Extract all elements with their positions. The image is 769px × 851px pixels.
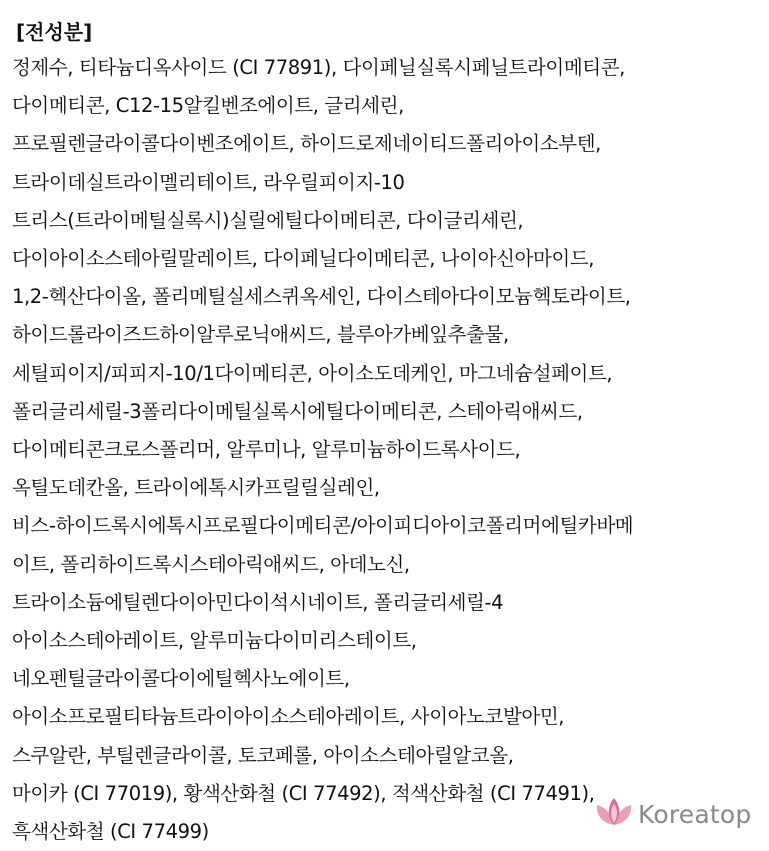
ingredient-line: 스쿠알란, 부틸렌글라이콜, 토코페롤, 아이소스테아릴알코올, <box>12 743 514 767</box>
ingredient-line: 1,2-헥산다이올, 폴리메틸실세스퀴옥세인, 다이스테아다이모늄헥토라이트, <box>12 285 631 309</box>
watermark-text: Koreatop <box>638 799 752 829</box>
ingredient-line: 폴리글리세릴-3폴리다이메틸실록시에틸다이메티콘, 스테아릭애씨드, <box>12 399 583 423</box>
ingredients-heading: [전성분] <box>16 20 93 44</box>
ingredient-line: 다이메티콘크로스폴리머, 알루미나, 알루미늄하이드록사이드, <box>12 438 521 462</box>
ingredient-line: 마이카 (CI 77019), 황색산화철 (CI 77492), 적색산화철 (CI 77491), <box>12 781 595 805</box>
koreatop-watermark <box>594 794 751 834</box>
ingredient-line: 트라이데실트라이멜리테이트, 라우릴피이지-10 <box>12 170 405 194</box>
ingredient-line: 하이드롤라이즈드하이알루로닉애씨드, 블루아가베잎추출물, <box>12 323 509 347</box>
ingredient-line: 트리스(트라이메틸실록시)실릴에틸다이메티콘, 다이글리세린, <box>12 208 524 232</box>
ingredient-line: 옥틸도데칸올, 트라이에톡시카프릴릴실레인, <box>12 476 380 500</box>
ingredient-line: 아이소프로필티타늄트라이아이소스테아레이트, 사이아노코발아민, <box>12 705 565 729</box>
lotus-icon <box>594 795 634 833</box>
ingredient-line: 트라이소듐에틸렌다이아민다이석시네이트, 폴리글리세릴-4 <box>12 590 504 614</box>
ingredient-line: 정제수, 티타늄디옥사이드 (CI 77891), 다이페닐실록시페닐트라이메티콘, <box>12 56 625 79</box>
ingredients-document <box>12 18 762 851</box>
ingredient-line: 이트, 폴리하이드록시스테아릭애씨드, 아데노신, <box>12 552 410 576</box>
ingredient-line: 세틸피이지/피피지-10/1다이메티콘, 아이소도데케인, 마그네슘설페이트, <box>12 361 613 385</box>
ingredient-line: 다이아이소스테아릴말레이트, 다이페닐다이메티콘, 나이아신아마이드, <box>12 247 595 271</box>
ingredient-line: 비스-하이드록시에톡시프로필다이메티콘/아이피디아이코폴리머에틸카바메 <box>12 514 634 538</box>
ingredient-line: 아이소스테아레이트, 알루미늄다이미리스테이트, <box>12 629 417 653</box>
ingredients-list <box>12 49 762 851</box>
ingredient-line: 다이메티콘, C12-15알킬벤조에이트, 글리세린, <box>12 94 404 118</box>
ingredient-line: 프로필렌글라이콜다이벤조에이트, 하이드로제네이티드폴리아이소부텐, <box>12 132 601 156</box>
ingredient-line: 흑색산화철 (CI 77499) <box>12 820 209 844</box>
ingredient-line: 네오펜틸글라이콜다이에틸헥사노에이트, <box>12 667 350 691</box>
